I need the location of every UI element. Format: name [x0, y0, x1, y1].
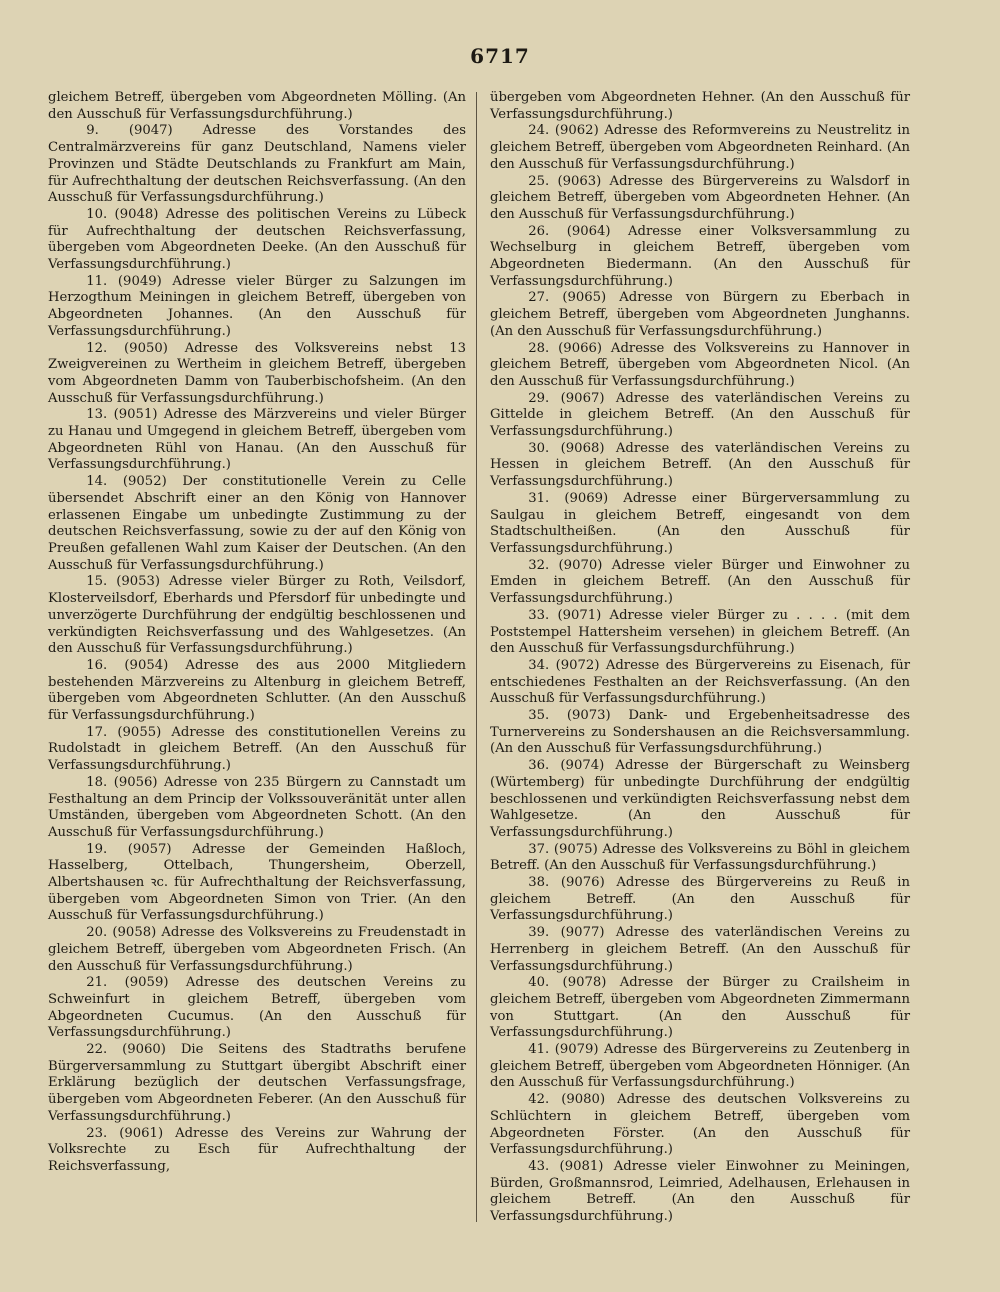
entry: 12. (9050) Adresse des Volksvereins nebst 13 Zweigvereinen zu Wertheim in gleichem Betreff, übergeben vom Abgeordneten Damm von Tauberbischofsheim. (An den Ausschuß für Verfassungsdurchführung.)	[48, 340, 466, 406]
entry: 10. (9048) Adresse des politischen Vereins zu Lübeck für Aufrechthaltung der deutschen Reichsverfassung, übergeben vom Abgeordneten Deeke. (An den Ausschuß für Verfassungsdurchführung.)	[48, 206, 466, 273]
entry: 41. (9079) Adresse des Bürgervereins zu Zeutenberg in gleichem Betreff, übergeben vom Abgeordneten Hönniger. (An den Ausschuß für Verfassungsdurchführung.)	[490, 1042, 910, 1091]
entry: 23. (9061) Adresse des Vereins zur Wahrung der Volksrechte zu Esch für Aufrechthaltung der Reichsverfassung,	[48, 1125, 466, 1174]
entry: 11. (9049) Adresse vieler Bürger zu Salzungen im Herzogthum Meiningen in gleichem Betreff, übergeben von Abgeordneten Johannes. (An den Ausschuß für Verfassungsdurchführung.)	[48, 273, 466, 339]
entry: 21. (9059) Adresse des deutschen Vereins zu Schweinfurt in gleichem Betreff, übergeben vom Abgeordneten Cucumus. (An den Ausschuß für Verfassungsdurchführung.)	[48, 975, 466, 1041]
page-number: 6717	[470, 44, 530, 68]
entry: 42. (9080) Adresse des deutschen Volksvereins zu Schlüchtern in gleichem Betreff, übergeben vom Abgeordneten Förster. (An den Ausschuß für Verfassungsdurchführung.)	[490, 1092, 910, 1158]
entry: 26. (9064) Adresse einer Volksversammlung zu Wechselburg in gleichem Betreff, übergeben vom Abgeordneten Biedermann. (An den Ausschuß für Verfassungsdurchführung.)	[490, 223, 910, 289]
entry: 38. (9076) Adresse des Bürgervereins zu Reuß in gleichem Betreff. (An den Ausschuß für Verfassungsdurchführung.)	[490, 875, 910, 924]
entry: 19. (9057) Adresse der Gemeinden Haßloch, Hasselberg, Ottelbach, Thungersheim, Oberzell, Albertshausen ꝛc. für Aufrechthaltung der Reichsverfassung, übergeben vom Abgeordneten Simon von Trier. (An den Ausschuß für Verfassungsdurchführung.)	[48, 841, 466, 924]
entry: 28. (9066) Adresse des Volksvereins zu Hannover in gleichem Betreff, übergeben vom Abgeordneten Nicol. (An den Ausschuß für Verfassungsdurchführung.)	[490, 340, 910, 389]
entry: 17. (9055) Adresse des constitutionellen Vereins zu Rudolstadt in gleichem Betreff. (An den Ausschuß für Verfassungsdurchführung.)	[48, 724, 466, 774]
entry: 32. (9070) Adresse vieler Bürger und Einwohner zu Emden in gleichem Betreff. (An den Ausschuß für Verfassungsdurchführung.)	[490, 557, 910, 607]
entry: 15. (9053) Adresse vieler Bürger zu Roth, Veilsdorf, Klosterveilsdorf, Eberhards und Pfersdorf für unbedingte und unverzögerte Durchführung der endgültig beschlossenen und verkündigten Reichsverfassung und des Wahlgesetzes. (An den Ausschuß für Verfassungsdurchführung.)	[48, 574, 466, 657]
entry: 29. (9067) Adresse des vaterländischen Vereins zu Gittelde in gleichem Betreff. (An den Ausschuß für Verfassungsdurchführung.)	[490, 390, 910, 440]
entry: 40. (9078) Adresse der Bürger zu Crailsheim in gleichem Betreff, übergeben vom Abgeordneten Zimmermann von Stuttgart. (An den Ausschuß für Verfassungsdurchführung.)	[490, 975, 910, 1041]
entry: 30. (9068) Adresse des vaterländischen Vereins zu Hessen in gleichem Betreff. (An den Ausschuß für Verfassungsdurchführung.)	[490, 440, 910, 490]
entry: 27. (9065) Adresse von Bürgern zu Eberbach in gleichem Betreff, übergeben vom Abgeordneten Junghanns. (An den Ausschuß für Verfassungsdurchführung.)	[490, 290, 910, 339]
entry: 14. (9052) Der constitutionelle Verein zu Celle übersendet Abschrift einer an den König von Hannover erlassenen Eingabe um unbedingte Zustimmung zu der deutschen Reichsverfassung, sowie zu der auf den König von Preußen gefallenen Wahl zum Kaiser der Deutschen. (An den Ausschuß für Verfassungsdurchführung.)	[48, 474, 466, 573]
entry: 16. (9054) Adresse des aus 2000 Mitgliedern bestehenden Märzvereins zu Altenburg in gleichem Betreff, übergeben vom Abgeordneten Schlutter. (An den Ausschuß für Verfassungsdurchführung.)	[48, 657, 466, 724]
column-divider	[476, 92, 477, 1222]
entry: 22. (9060) Die Seitens des Stadtraths berufene Bürgerversammlung zu Stuttgart übergibt Abschrift einer Erklärung bezüglich der deutschen Verfassungsfrage, übergeben vom Abgeordneten Feberer. (An den Ausschuß für Verfassungsdurchführung.)	[48, 1042, 466, 1124]
entry: übergeben vom Abgeordneten Hehner. (An den Ausschuß für Verfassungsdurchführung.)	[490, 90, 910, 122]
entry: 39. (9077) Adresse des vaterländischen Vereins zu Herrenberg in gleichem Betreff. (An den Ausschuß für Verfassungsdurchführung.)	[490, 925, 910, 974]
entry: 34. (9072) Adresse des Bürgervereins zu Eisenach, für entschiedenes Festhalten an der Reichsverfassung. (An den Ausschuß für Verfassungsdurchführung.)	[490, 657, 910, 707]
entry: gleichem Betreff, übergeben vom Abgeordneten Mölling. (An den Ausschuß für Verfassungsdurchführung.)	[48, 90, 466, 122]
entry: 24. (9062) Adresse des Reformvereins zu Neustrelitz in gleichem Betreff, übergeben vom Abgeordneten Reinhard. (An den Ausschuß für Verfassungsdurchführung.)	[490, 123, 910, 172]
left-column	[48, 90, 466, 1176]
entry: 18. (9056) Adresse von 235 Bürgern zu Cannstadt um Festhaltung an dem Princip der Volkssouveränität unter allen Umständen, übergeben vom Abgeordneten Schott. (An den Ausschuß für Verfassungsdurchführung.)	[48, 774, 466, 840]
entry: 33. (9071) Adresse vieler Bürger zu . . . . (mit dem Poststempel Hattersheim versehen) in gleichem Betreff. (An den Ausschuß für Verfassungsdurchführung.)	[490, 607, 910, 657]
entry: 36. (9074) Adresse der Bürgerschaft zu Weinsberg (Würtemberg) für unbedingte Durchführung der endgültig beschlossenen und verkündigten Reichsverfassung nebst dem Wahlgesetze. (An den Ausschuß für Verfassungsdurchführung.)	[490, 758, 910, 840]
entry: 9. (9047) Adresse des Vorstandes des Centralmärzvereins für ganz Deutschland, Namens vieler Provinzen und Städte Deutschlands zu Frankfurt am Main, für Aufrechthaltung der deutschen Reichsverfassung. (An den Ausschuß für Verfassungsdurchführung.)	[48, 123, 466, 206]
entry: 20. (9058) Adresse des Volksvereins zu Freudenstadt in gleichem Betreff, übergeben vom Abgeordneten Frisch. (An den Ausschuß für Verfassungsdurchführung.)	[48, 925, 466, 974]
entry: 31. (9069) Adresse einer Bürgerversammlung zu Saulgau in gleichem Betreff, eingesandt von dem Stadtschultheißen. (An den Ausschuß für Verfassungsdurchführung.)	[490, 490, 910, 556]
entry: 35. (9073) Dank- und Ergebenheitsadresse des Turnervereins zu Sondershausen an die Reichsversammlung. (An den Ausschuß für Verfassungsdurchführung.)	[490, 708, 910, 757]
entry: 43. (9081) Adresse vieler Einwohner zu Meiningen, Bürden, Großmannsrod, Leimried, Adelhausen, Erlehausen in gleichem Betreff. (An den Ausschuß für Verfassungsdurchführung.)	[490, 1159, 910, 1225]
right-column	[490, 90, 910, 1226]
entry: 13. (9051) Adresse des Märzvereins und vieler Bürger zu Hanau und Umgegend in gleichem Betreff, übergeben vom Abgeordneten Rühl von Hanau. (An den Ausschuß für Verfassungsdurchführung.)	[48, 407, 466, 473]
entry: 25. (9063) Adresse des Bürgervereins zu Walsdorf in gleichem Betreff, übergeben vom Abgeordneten Hehner. (An den Ausschuß für Verfassungsdurchführung.)	[490, 173, 910, 222]
entry: 37. (9075) Adresse des Volksvereins zu Böhl in gleichem Betreff. (An den Ausschuß für Verfassungsdurchführung.)	[490, 841, 910, 874]
